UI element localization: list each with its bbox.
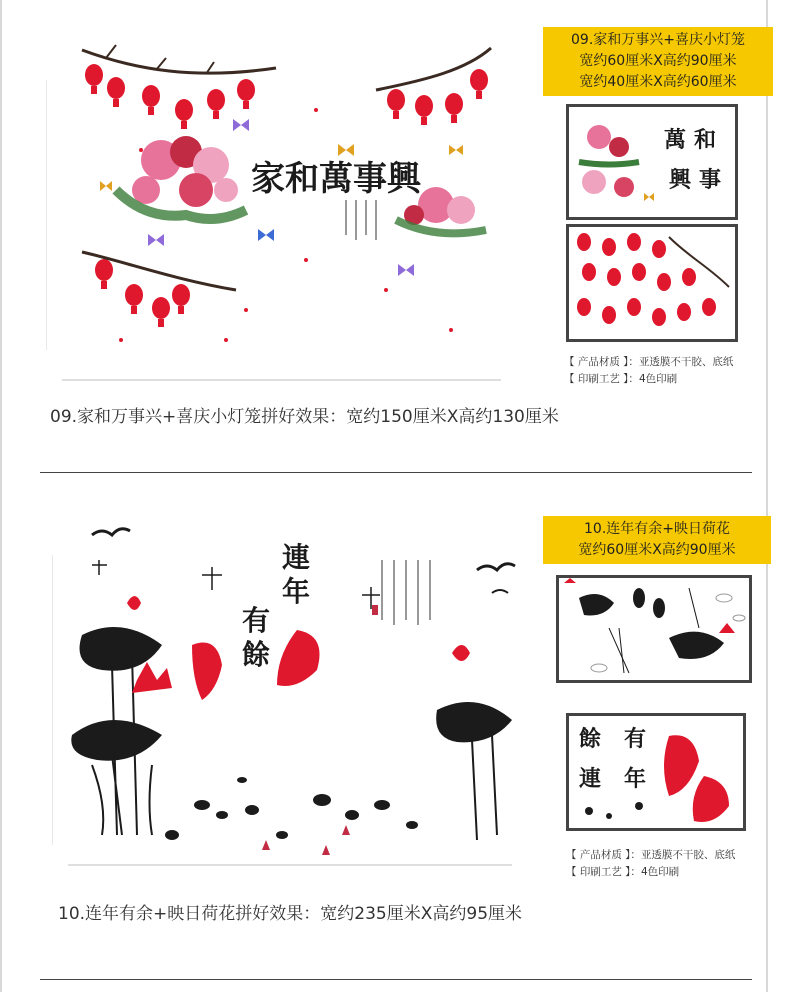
section-divider-1: [40, 472, 752, 473]
product-09-section: [0, 0, 790, 480]
product-10-material-line: [566, 848, 735, 863]
print-label: 【 印刷工艺 】：: [564, 373, 639, 385]
badge-size-1: 宽约60厘米X高约90厘米: [578, 542, 736, 558]
product-09-main-image: [46, 40, 536, 385]
product-09-badge: [543, 27, 773, 96]
calligraphy-char-2: 年: [282, 575, 311, 608]
product-10-caption: 10.连年有余+映日荷花拼好效果：宽约235厘米X高约95厘米: [58, 904, 523, 924]
product-10-print-line: [566, 865, 679, 880]
svg-text:興: 興: [669, 167, 692, 193]
product-10-thumb-lotus: [556, 575, 752, 683]
product-09-material-line: [564, 355, 733, 370]
lotus-koi-scene: [52, 505, 542, 875]
badge-size-1: 宽约60厘米X高约90厘米: [579, 53, 737, 69]
material-value: 亚透膜不干胶、底纸: [640, 849, 736, 861]
svg-text:連: 連: [579, 766, 602, 792]
badge-size-2: 宽约40厘米X高约60厘米: [579, 74, 737, 90]
material-label: 【 产品材质 】：: [564, 356, 639, 368]
svg-text:萬: 萬: [664, 127, 687, 153]
product-09-caption: 09.家和万事兴+喜庆小灯笼拼好效果：宽约150厘米X高约130厘米: [50, 407, 559, 427]
calligraphy-text: 家和萬事興: [251, 159, 421, 199]
product-10-badge: [543, 516, 771, 564]
svg-text:事: 事: [699, 167, 722, 193]
print-value: 4色印刷: [640, 866, 680, 878]
material-label: 【 产品材质 】：: [566, 849, 641, 861]
product-09-thumb-peony: [566, 104, 738, 220]
product-09-thumb-lanterns: [566, 224, 738, 342]
print-label: 【 印刷工艺 】：: [566, 866, 641, 878]
product-10-thumb-koi: [566, 713, 746, 831]
svg-text:有: 有: [624, 726, 647, 752]
material-value: 亚透膜不干胶、底纸: [638, 356, 734, 368]
product-10-section: [0, 480, 790, 992]
svg-text:年: 年: [624, 766, 647, 792]
badge-title: 10.连年有余+映日荷花: [584, 521, 730, 537]
calligraphy-char-4: 餘: [242, 638, 271, 671]
section-divider-2: [40, 979, 752, 980]
badge-title: 09.家和万事兴+喜庆小灯笼: [571, 32, 745, 48]
lantern-peony-scene: [46, 40, 536, 385]
print-value: 4色印刷: [638, 373, 678, 385]
product-10-main-image: [52, 505, 542, 875]
svg-text:和: 和: [694, 127, 717, 153]
calligraphy-char-1: 連: [282, 541, 311, 574]
svg-text:餘: 餘: [579, 726, 602, 752]
calligraphy-char-3: 有: [242, 604, 271, 637]
product-09-print-line: [564, 372, 677, 387]
